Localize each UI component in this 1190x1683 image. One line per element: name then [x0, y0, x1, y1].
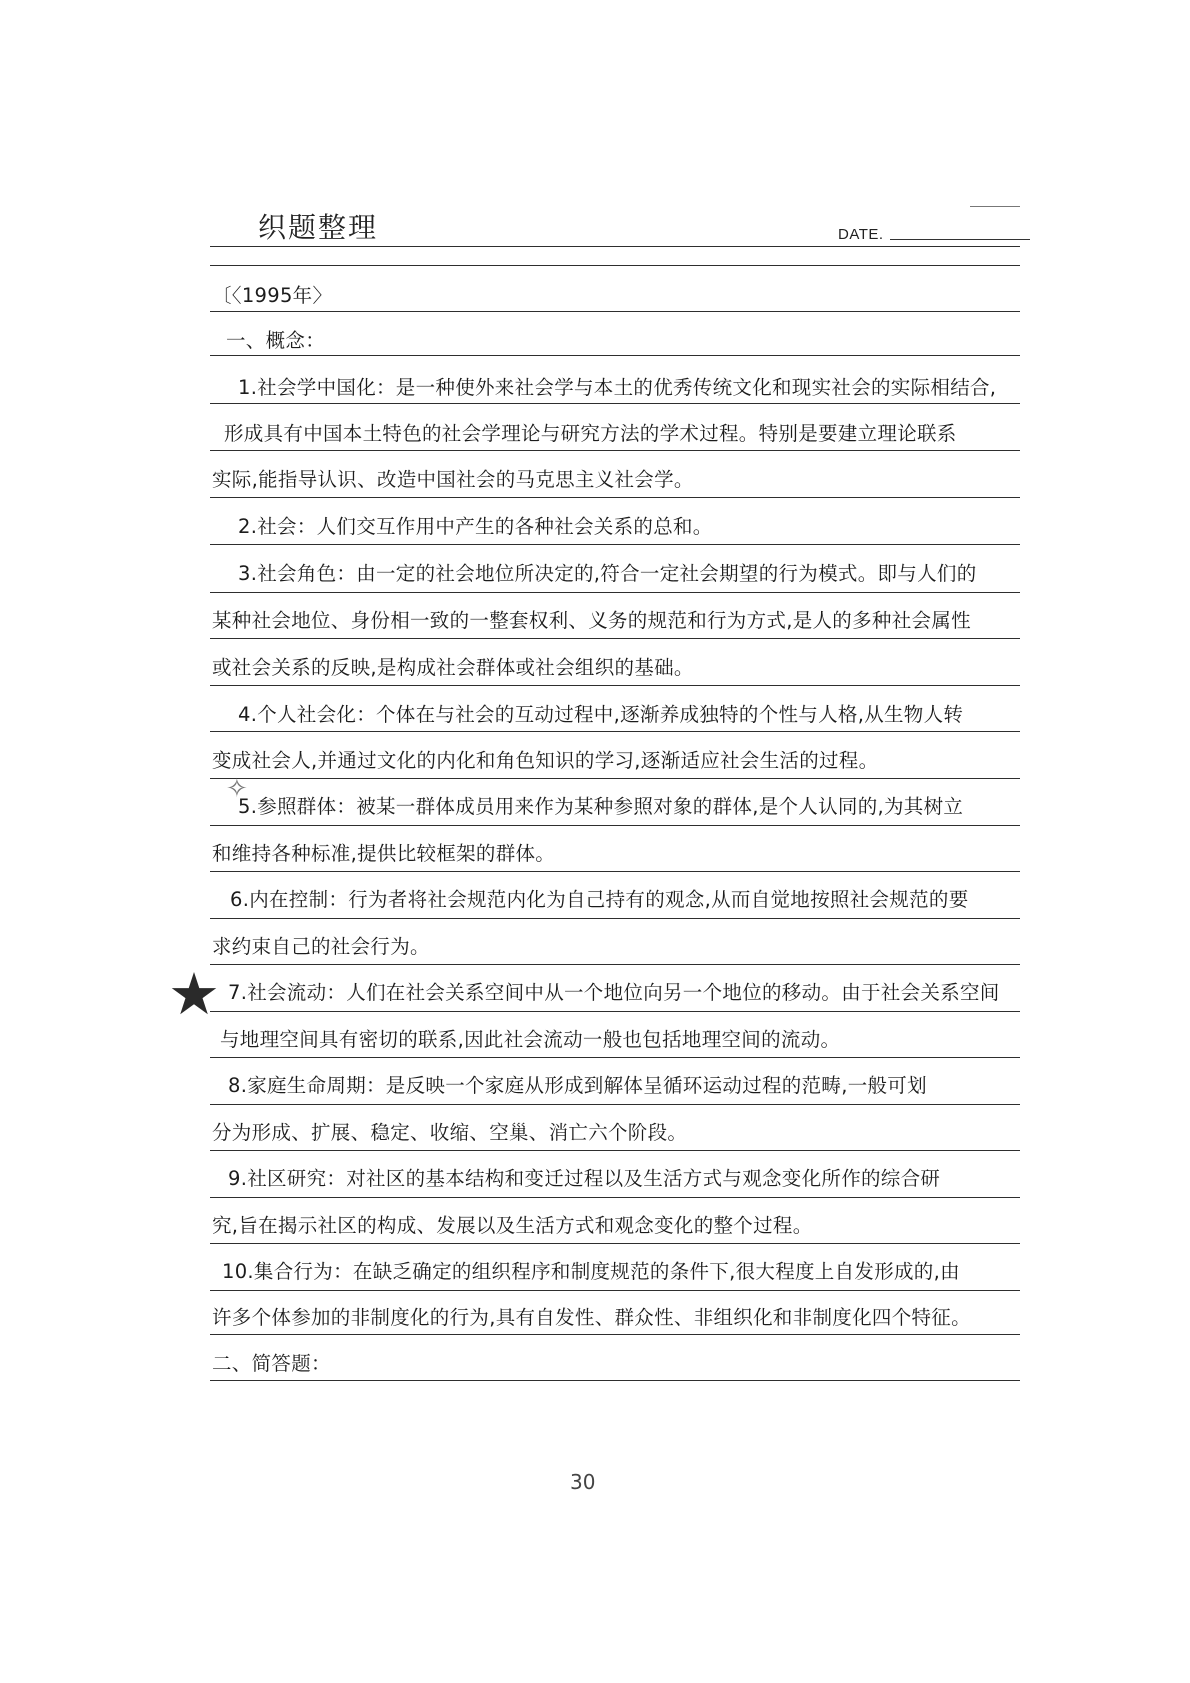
ruled-line	[210, 246, 1020, 247]
note-line: 变成社会人,并通过文化的内化和角色知识的学习,逐渐适应社会生活的过程。	[212, 749, 879, 772]
note-line: 究,旨在揭示社区的构成、发展以及生活方式和观念变化的整个过程。	[212, 1214, 813, 1237]
note-line: 求约束自己的社会行为。	[212, 935, 430, 958]
star-icon: ★	[168, 960, 220, 1028]
note-line: 7.社会流动：人们在社会关系空间中从一个地位向另一个地位的移动。由于社会关系空间	[228, 981, 1000, 1004]
note-line: 4.个人社会化：个体在与社会的互动过程中,逐渐养成独特的个性与人格,从生物人转	[238, 703, 964, 726]
note-line: 2.社会：人们交互作用中产生的各种社会关系的总和。	[238, 515, 713, 538]
ruled-line	[210, 355, 1020, 356]
note-line: 许多个体参加的非制度化的行为,具有自发性、群众性、非组织化和非制度化四个特征。	[212, 1306, 971, 1329]
note-line: 5.参照群体：被某一群体成员用来作为某种参照对象的群体,是个人认同的,为其树立	[238, 795, 964, 818]
note-line: 与地理空间具有密切的联系,因此社会流动一般也包括地理空间的流动。	[220, 1028, 841, 1051]
note-line-section-concepts: 一、概念：	[226, 329, 326, 352]
note-line: 分为形成、扩展、稳定、收缩、空巢、消亡六个阶段。	[212, 1121, 688, 1144]
small-star-icon: ✧	[226, 774, 248, 804]
page-header-title: 织题整理	[258, 211, 379, 244]
note-line: 和维持各种标准,提供比较框架的群体。	[212, 842, 556, 865]
page-number: 30	[570, 1470, 596, 1494]
note-line: 或社会关系的反映,是构成社会群体或社会组织的基础。	[212, 656, 694, 679]
ruled-line	[210, 265, 1020, 266]
ruled-line	[210, 1380, 1020, 1381]
date-label: DATE.	[838, 226, 884, 243]
note-line: 6.内在控制：行为者将社会规范内化为自己持有的观念,从而自觉地按照社会规范的要	[230, 888, 969, 911]
note-line: 实际,能指导认识、改造中国社会的马克思主义社会学。	[212, 468, 694, 491]
note-line: 10.集合行为：在缺乏确定的组织程序和制度规范的条件下,很大程度上自发形成的,由	[222, 1260, 960, 1283]
note-line: 3.社会角色：由一定的社会地位所决定的,符合一定社会期望的行为模式。即与人们的	[238, 562, 977, 585]
note-line-year: 〔〈1995年〉	[212, 284, 333, 307]
note-line: 1.社会学中国化：是一种使外来社会学与本土的优秀传统文化和现实社会的实际相结合,	[238, 376, 997, 399]
note-line-section-short-answer: 二、简答题：	[212, 1352, 331, 1375]
note-line: 8.家庭生命周期：是反映一个家庭从形成到解体呈循环运动过程的范畴,一般可划	[228, 1074, 927, 1097]
note-line: 某种社会地位、身份相一致的一整套权利、义务的规范和行为方式,是人的多种社会属性	[212, 609, 971, 632]
note-line: 形成具有中国本土特色的社会学理论与研究方法的学术过程。特别是要建立理论联系	[224, 422, 957, 445]
note-line: 9.社区研究：对社区的基本结构和变迁过程以及生活方式与观念变化所作的综合研	[228, 1167, 941, 1190]
